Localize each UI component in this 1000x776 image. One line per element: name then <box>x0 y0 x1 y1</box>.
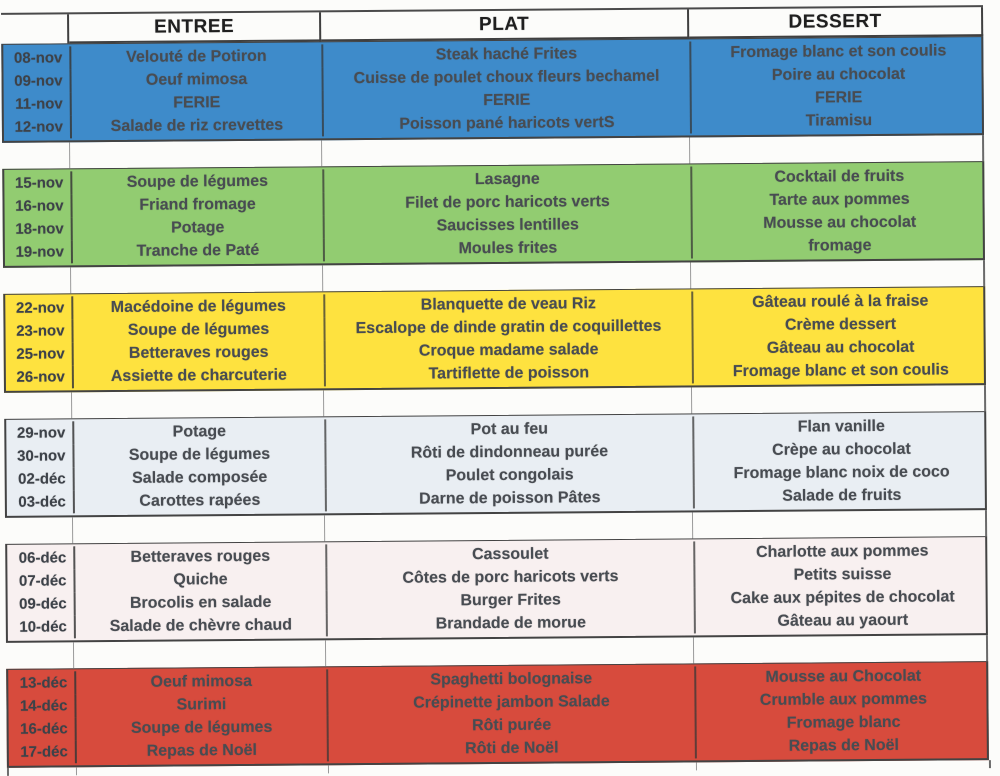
date-cell: 07-déc <box>7 569 75 593</box>
dessert-cell: Crumble aux pommes <box>759 690 928 709</box>
dessert-cell: Petits suisse <box>793 565 892 584</box>
entree-cell: Repas de Noël <box>77 738 329 763</box>
column-border-stub <box>4 392 72 419</box>
column-border-stub <box>5 517 73 544</box>
plat-cell: Rôti de dindonneau purée <box>326 439 694 465</box>
dessert-cell: Cocktail de fruits <box>774 167 905 186</box>
plat-cell: FERIE <box>324 87 692 113</box>
entree-cell: Oeuf mimosa <box>76 669 328 694</box>
entree-cell: Surimi <box>76 692 328 717</box>
dessert-cell: Mousse au Chocolat <box>765 667 922 686</box>
column-border-stub <box>692 385 986 413</box>
entree-cell: Soupe de légumes <box>77 715 329 740</box>
plat-cell: Crépinette jambon Salade <box>328 689 696 715</box>
dessert-cell: Crèpe au chocolat <box>772 440 911 459</box>
plat-cell: Blanquette de veau Riz <box>325 291 693 317</box>
plat-cell: Brandade de morue <box>328 610 696 636</box>
plat-cell: Poisson pané haricots vertS <box>324 110 692 136</box>
plat-cell: Lasagne <box>324 166 692 192</box>
column-border-stub <box>70 140 322 168</box>
date-cell: 08-nov <box>3 46 71 70</box>
column-border-stub <box>322 137 690 166</box>
entree-cell: Salade composée <box>75 465 327 490</box>
plat-cell: Cassoulet <box>327 541 695 567</box>
column-border-stub <box>6 642 74 669</box>
plat-cell: Darne de poisson Pâtes <box>327 485 695 511</box>
dessert-cell: Fromage blanc <box>786 713 901 732</box>
entree-cell: Potage <box>74 419 326 444</box>
entree-cell: Betteraves rouges <box>74 340 326 365</box>
week-block-red <box>6 661 989 768</box>
date-cell: 15-nov <box>4 171 72 195</box>
date-cell: 11-nov <box>4 92 72 116</box>
date-cell: 09-nov <box>3 69 71 93</box>
date-cell: 16-nov <box>4 194 72 218</box>
plat-cell: Moules frites <box>325 235 693 261</box>
entree-cell: Tranche de Paté <box>73 238 325 263</box>
column-border-stub <box>73 515 325 543</box>
entree-cell: FERIE <box>72 90 324 115</box>
date-cell: 29-nov <box>6 421 74 445</box>
plat-cell: Rôti purée <box>329 712 697 738</box>
date-cell: 09-déc <box>8 592 76 616</box>
entree-cell: Quiche <box>75 567 327 592</box>
dessert-cell: Flan vanille <box>797 417 885 436</box>
date-cell: 25-nov <box>6 342 74 366</box>
date-cell: 10-déc <box>8 615 76 639</box>
dessert-cell: Mousse au chocolat <box>763 213 917 232</box>
week-block-pink <box>5 536 988 643</box>
dessert-cell: Tiramisu <box>805 112 873 130</box>
week-block-green <box>2 161 985 268</box>
dessert-cell: FERIE <box>815 89 863 107</box>
dessert-cell: fromage <box>808 237 872 255</box>
plat-cell: Escalope de dinde gratin de coquillettes <box>325 314 693 340</box>
column-border-stub <box>71 265 323 293</box>
dessert-cell: Poire au chocolat <box>771 65 906 84</box>
entree-cell: Oeuf mimosa <box>71 67 323 92</box>
dessert-cell: Fromage blanc et son coulis <box>732 361 949 381</box>
column-border-stub <box>325 512 693 541</box>
plat-cell: Poulet congolais <box>327 462 695 488</box>
entree-cell: Friand fromage <box>72 192 324 217</box>
entree-cell: Soupe de légumes <box>73 317 325 342</box>
entree-cell: Carottes rapées <box>75 488 327 513</box>
column-border-stub <box>693 510 987 538</box>
column-border-stub <box>74 640 326 668</box>
date-cell: 18-nov <box>5 217 73 241</box>
entree-cell: Soupe de légumes <box>74 442 326 467</box>
entree-cell: Assiette de charcuterie <box>74 363 326 388</box>
week-block-light-blue <box>4 411 987 518</box>
dessert-cell: Gâteau au chocolat <box>766 338 915 357</box>
date-cell: 02-déc <box>7 467 75 491</box>
column-border-stub <box>329 762 697 773</box>
column-border-stub <box>323 262 691 291</box>
dessert-cell: Charlotte aux pommes <box>755 542 929 561</box>
date-cell: 16-déc <box>9 717 77 741</box>
entree-cell: Potage <box>73 215 325 240</box>
date-cell: 12-nov <box>4 115 72 139</box>
week-block-yellow <box>3 286 986 393</box>
column-header-plat: PLAT <box>321 9 689 41</box>
column-border-stub <box>2 142 70 169</box>
plat-cell: Steak haché Frites <box>323 41 691 67</box>
plat-cell: Tartiflette de poisson <box>326 360 694 386</box>
entree-cell: Betteraves rouges <box>75 544 327 569</box>
dessert-cell: Gâteau au yaourt <box>777 611 909 630</box>
dessert-cell: Cake aux pépites de chocolat <box>730 588 955 608</box>
entree-cell: Salade de chèvre chaud <box>76 613 328 638</box>
dessert-cell: Repas de Noël <box>788 736 899 755</box>
dessert-cell: Tarte aux pommes <box>769 190 910 209</box>
column-border-stub <box>691 260 985 288</box>
date-cell: 26-nov <box>6 365 74 389</box>
column-border-stub <box>324 387 692 416</box>
column-border-stub <box>9 767 77 776</box>
plat-cell: Filet de porc haricots verts <box>324 189 692 215</box>
dessert-cell: Fromage blanc noix de coco <box>733 463 950 483</box>
date-cell: 13-déc <box>8 671 76 695</box>
dessert-cell: Crème dessert <box>784 315 897 334</box>
column-border-stub <box>326 637 694 666</box>
entree-cell: Salade de riz crevettes <box>72 113 324 138</box>
column-border-stub <box>694 635 988 663</box>
date-cell: 14-déc <box>8 694 76 718</box>
plat-cell: Rôti de Noël <box>329 735 697 761</box>
plat-cell: Saucisses lentilles <box>325 212 693 238</box>
column-border-stub <box>72 390 324 418</box>
date-column-header <box>1 14 69 44</box>
entree-cell: Macédoine de légumes <box>73 294 325 319</box>
entree-cell: Brocolis en salade <box>76 590 328 615</box>
dessert-cell: Fromage blanc et son coulis <box>730 42 947 62</box>
column-border-stub <box>697 760 991 770</box>
plat-cell: Croque madame salade <box>326 337 694 363</box>
column-border-stub <box>77 765 329 775</box>
plat-cell: Spaghetti bolognaise <box>328 666 696 692</box>
date-cell: 17-déc <box>9 740 77 764</box>
entree-cell: Soupe de légumes <box>72 169 324 194</box>
dessert-cell: Gâteau roulé à la fraise <box>752 292 929 311</box>
date-cell: 30-nov <box>6 444 74 468</box>
plat-cell: Côtes de porc haricots verts <box>327 564 695 590</box>
column-header-entree: ENTREE <box>69 12 321 43</box>
plat-cell: Cuisse de poulet choux fleurs bechamel <box>323 64 691 90</box>
entree-cell: Velouté de Potiron <box>71 44 323 69</box>
menu-table <box>1 5 989 776</box>
week-block-blue <box>1 36 984 143</box>
date-cell: 06-déc <box>7 546 75 570</box>
date-cell: 03-déc <box>7 490 75 514</box>
date-cell: 23-nov <box>5 319 73 343</box>
date-cell: 22-nov <box>5 296 73 320</box>
plat-cell: Pot au feu <box>326 416 694 442</box>
plat-cell: Burger Frites <box>328 587 696 613</box>
column-header-dessert: DESSERT <box>689 7 983 38</box>
dessert-cell: Salade de fruits <box>782 486 902 505</box>
column-border-stub <box>690 135 984 163</box>
column-border-stub <box>3 267 71 294</box>
date-cell: 19-nov <box>5 240 73 264</box>
